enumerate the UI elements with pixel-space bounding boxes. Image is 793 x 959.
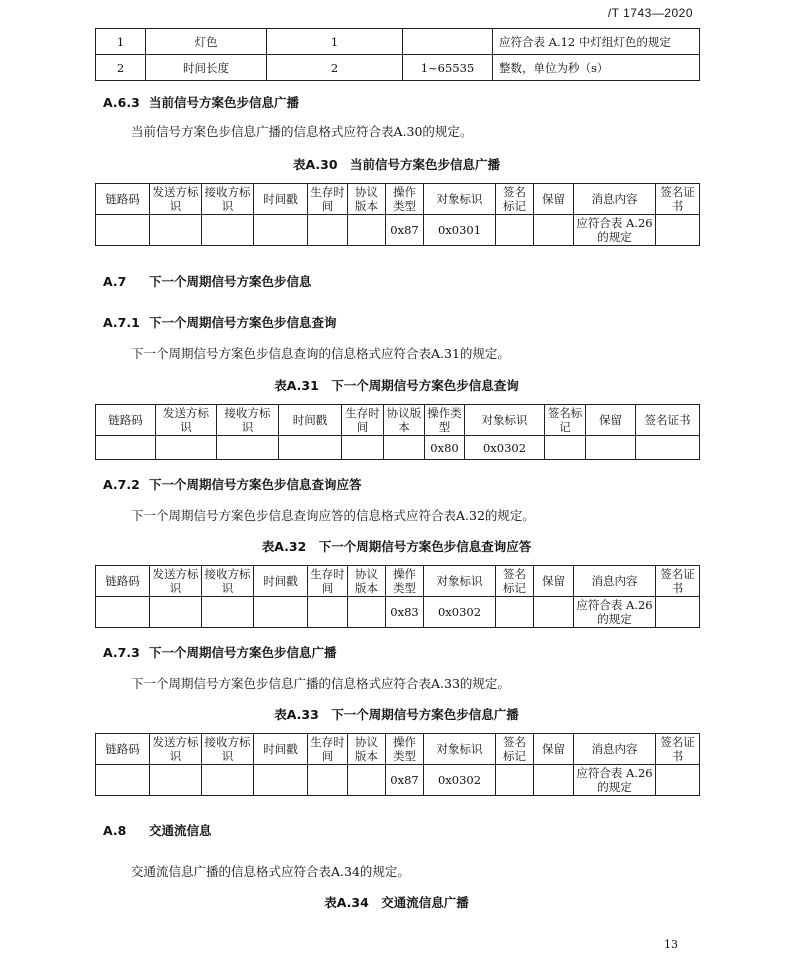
table-cell (308, 765, 348, 796)
table-cell (496, 597, 534, 628)
table-a32 (95, 565, 700, 628)
table-header: 链路码 (96, 734, 150, 765)
section-number: A.7 (103, 274, 127, 289)
table-caption: 表A.31 下一个周期信号方案色步信息查询 (274, 378, 519, 393)
section-number: A.8 (103, 823, 127, 838)
table-header: 消息内容 (574, 734, 656, 765)
table-cell (496, 765, 534, 796)
table-cell: 0x87 (386, 215, 424, 246)
table-row (96, 55, 700, 81)
table-header: 链路码 (96, 405, 156, 436)
table-header: 签名证书 (656, 566, 700, 597)
table-header: 签名标记 (496, 734, 534, 765)
table-header: 签名标记 (496, 566, 534, 597)
table-cell: 时间长度 (146, 55, 267, 81)
table-row (96, 734, 700, 765)
table-header: 生存时间 (342, 405, 384, 436)
table-header: 签名标记 (496, 184, 534, 215)
table-cell (202, 765, 254, 796)
table-header: 接收方标识 (202, 184, 254, 215)
table-cell: 0x87 (386, 765, 424, 796)
section-heading-a71 (103, 313, 337, 331)
table-a30 (95, 183, 700, 246)
table-header: 对象标识 (424, 184, 496, 215)
table-header: 操作类型 (386, 566, 424, 597)
table-header: 保留 (586, 405, 636, 436)
table-cell (384, 436, 425, 460)
table-caption: 表A.34 交通流信息广播 (324, 895, 469, 910)
table-cell (150, 765, 202, 796)
table-cell (656, 215, 700, 246)
section-number: A.6.3 (103, 95, 140, 110)
table-cell (254, 765, 308, 796)
table-row (96, 215, 700, 246)
table-caption: 表A.30 当前信号方案色步信息广播 (292, 157, 501, 172)
table-cell: 应符合表 A.12 中灯组灯色的规定 (493, 29, 700, 55)
table-header: 协议版本 (348, 184, 386, 215)
table-cell: 0x80 (425, 436, 465, 460)
table-cell (156, 436, 217, 460)
section-number: A.7.2 (103, 477, 140, 492)
paragraph: 下一个周期信号方案色步信息查询应答的信息格式应符合表A.32的规定。 (131, 508, 535, 523)
table-caption: 表A.32 下一个周期信号方案色步信息查询应答 (261, 539, 532, 554)
table-row (96, 765, 700, 796)
table-cell: 1 (96, 29, 146, 55)
table-cell: 灯色 (146, 29, 267, 55)
table-cell: 0x0301 (424, 215, 496, 246)
table-cell (656, 765, 700, 796)
table-cell (348, 765, 386, 796)
table-cell (308, 215, 348, 246)
table-cell (150, 215, 202, 246)
table-header: 生存时间 (308, 184, 348, 215)
table-header: 接收方标识 (217, 405, 279, 436)
table-header: 协议版本 (348, 734, 386, 765)
paragraph: 交通流信息广播的信息格式应符合表A.34的规定。 (131, 864, 410, 879)
table-cell (96, 765, 150, 796)
table-header: 时间戳 (254, 566, 308, 597)
table-header: 保留 (534, 566, 574, 597)
table-cell (348, 215, 386, 246)
table-caption: 表A.33 下一个周期信号方案色步信息广播 (274, 707, 519, 722)
table-row (96, 566, 700, 597)
table-row (96, 29, 700, 55)
section-title: 当前信号方案色步信息广播 (149, 95, 300, 110)
table-header: 保留 (534, 184, 574, 215)
table-header: 发送方标识 (150, 184, 202, 215)
table-cell: 1 (267, 29, 403, 55)
table-cell (534, 765, 574, 796)
table-header: 生存时间 (308, 566, 348, 597)
table-cell: 0x0302 (424, 597, 496, 628)
table-row (96, 597, 700, 628)
table-header: 时间戳 (279, 405, 342, 436)
table-header: 操作类型 (386, 734, 424, 765)
table-header: 链路码 (96, 184, 150, 215)
table-row (96, 405, 700, 436)
section-heading-a72 (103, 475, 362, 493)
table-cell: 0x83 (386, 597, 424, 628)
table-cell: 应符合表 A.26 的规定 (574, 597, 656, 628)
table-cell (656, 597, 700, 628)
table-cell (636, 436, 700, 460)
table-cell (279, 436, 342, 460)
table-cell (586, 436, 636, 460)
table-header: 签名证书 (656, 184, 700, 215)
table-header: 消息内容 (574, 184, 656, 215)
section-number: A.7.1 (103, 315, 140, 330)
section-number: A.7.3 (103, 645, 140, 660)
paragraph: 当前信号方案色步信息广播的信息格式应符合表A.30的规定。 (131, 124, 473, 139)
table-cell (342, 436, 384, 460)
table-cell: 应符合表 A.26 的规定 (574, 765, 656, 796)
paragraph: 下一个周期信号方案色步信息广播的信息格式应符合表A.33的规定。 (131, 676, 510, 691)
table-cell: 0x0302 (465, 436, 545, 460)
section-title: 下一个周期信号方案色步信息 (149, 274, 312, 289)
table-header: 对象标识 (424, 566, 496, 597)
table-header: 接收方标识 (202, 566, 254, 597)
table-cell (254, 597, 308, 628)
table-header: 时间戳 (254, 184, 308, 215)
table-cell (496, 215, 534, 246)
table-cell: 2 (96, 55, 146, 81)
table-cell (403, 29, 493, 55)
table-header: 生存时间 (308, 734, 348, 765)
table-cell: 整数，单位为秒（s） (493, 55, 700, 81)
table-a31 (95, 404, 700, 460)
table-a33 (95, 733, 700, 796)
table-cell: 应符合表 A.26 的规定 (574, 215, 656, 246)
table-header: 发送方标识 (150, 734, 202, 765)
section-heading-a63 (103, 93, 299, 111)
table-cell (217, 436, 279, 460)
table-cell (348, 597, 386, 628)
table-header: 签名证书 (656, 734, 700, 765)
table-header: 签名标记 (545, 405, 586, 436)
table-cell (96, 436, 156, 460)
paragraph: 下一个周期信号方案色步信息查询的信息格式应符合表A.31的规定。 (131, 346, 510, 361)
page-number: 13 (664, 938, 678, 951)
table-header: 签名证书 (636, 405, 700, 436)
standard-code: /T 1743—2020 (607, 6, 693, 20)
section-title: 下一个周期信号方案色步信息广播 (149, 645, 337, 660)
table-cell (96, 215, 150, 246)
section-heading-a7 (103, 272, 312, 290)
section-heading-a73 (103, 643, 337, 661)
table-header: 协议版本 (384, 405, 425, 436)
table-header: 发送方标识 (150, 566, 202, 597)
table-header: 操作类型 (425, 405, 465, 436)
table-header: 链路码 (96, 566, 150, 597)
section-heading-a8 (103, 821, 212, 839)
table-header: 对象标识 (424, 734, 496, 765)
table-row (96, 184, 700, 215)
top-table (95, 28, 700, 81)
table-cell (96, 597, 150, 628)
table-header: 保留 (534, 734, 574, 765)
table-header: 操作类型 (386, 184, 424, 215)
table-cell (254, 215, 308, 246)
table-cell: 0x0302 (424, 765, 496, 796)
table-row (96, 436, 700, 460)
table-cell (534, 215, 574, 246)
table-header: 时间戳 (254, 734, 308, 765)
table-cell (202, 215, 254, 246)
table-header: 对象标识 (465, 405, 545, 436)
table-header: 协议版本 (348, 566, 386, 597)
section-title: 下一个周期信号方案色步信息查询 (149, 315, 337, 330)
table-header: 接收方标识 (202, 734, 254, 765)
table-cell (308, 597, 348, 628)
table-header: 发送方标识 (156, 405, 217, 436)
section-title: 交通流信息 (149, 823, 212, 838)
table-cell (150, 597, 202, 628)
table-header: 消息内容 (574, 566, 656, 597)
table-cell (202, 597, 254, 628)
table-cell (545, 436, 586, 460)
table-cell (534, 597, 574, 628)
table-cell: 1~65535 (403, 55, 493, 81)
table-cell: 2 (267, 55, 403, 81)
section-title: 下一个周期信号方案色步信息查询应答 (149, 477, 362, 492)
